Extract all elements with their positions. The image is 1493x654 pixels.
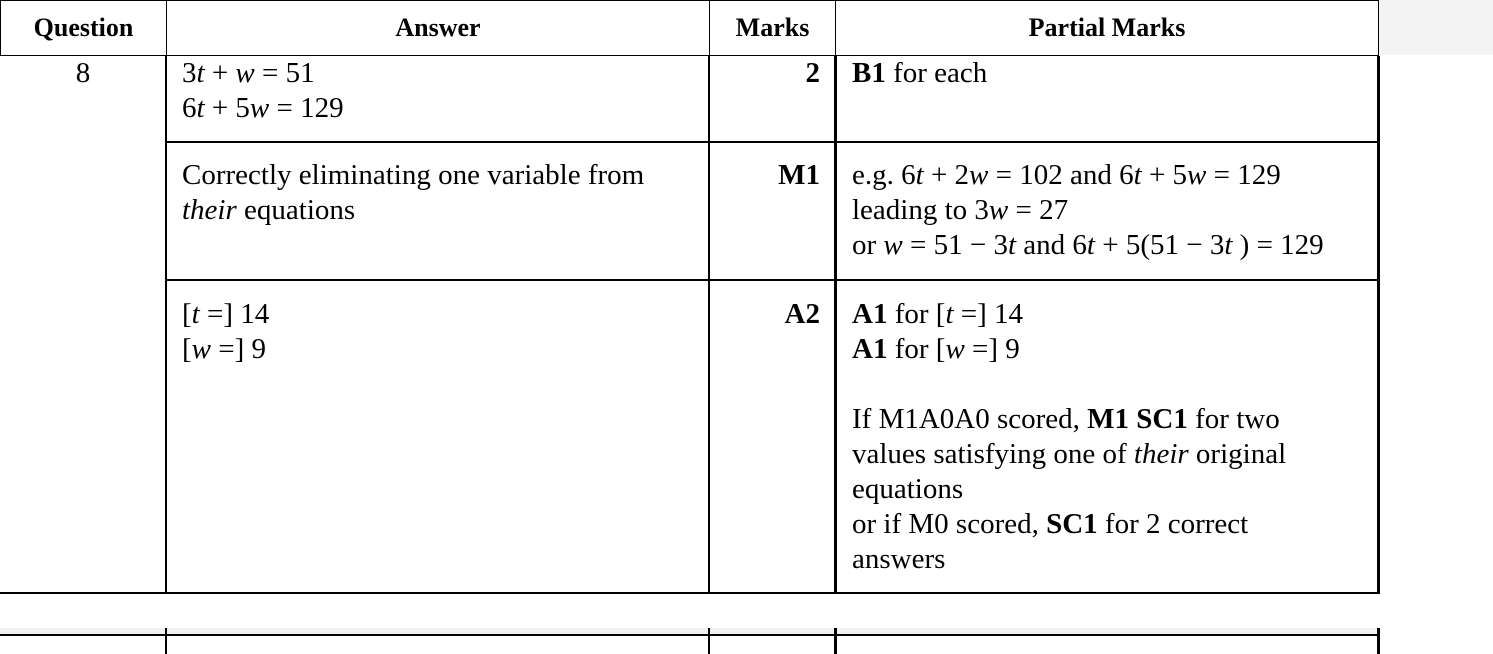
answer-w-value: [w =] 9 bbox=[182, 333, 267, 365]
table-bottom-border bbox=[0, 592, 1380, 594]
answer-t-value: [t =] 14 bbox=[182, 298, 270, 330]
row-2-partial-line-1: e.g. 6t + 2w = 102 and 6t + 5w = 129 bbox=[852, 159, 1281, 191]
row-1-partial-text: for each bbox=[885, 57, 988, 89]
row-1-partial-marks bbox=[852, 56, 987, 91]
row-3-partial-a1-t: A1 for [t =] 14 bbox=[852, 298, 1024, 330]
row-2-answer-line-1: Correctly eliminating one variable from bbox=[182, 159, 645, 191]
header-marks bbox=[709, 0, 836, 56]
header-answer-label: Answer bbox=[395, 13, 481, 42]
next-table-divider-question bbox=[165, 628, 167, 654]
row-3-partial-sc-line-2: values satisfying one of their original bbox=[852, 438, 1287, 470]
row-3-partial-sc-line-4: or if M0 scored, SC1 for 2 correct bbox=[852, 508, 1249, 540]
header-question bbox=[0, 0, 167, 56]
row-separator-2 bbox=[166, 279, 1379, 281]
next-table-divider-marks bbox=[834, 628, 837, 654]
column-divider-marks bbox=[834, 56, 837, 594]
answer-equation-1: 3t + w = 51 bbox=[182, 57, 315, 89]
header-marks-label: Marks bbox=[735, 13, 810, 42]
row-3-partial-sc-line-5: answers bbox=[852, 543, 946, 575]
row-2-answer-line-2: their equations bbox=[182, 194, 356, 226]
next-table-divider-answer bbox=[708, 628, 710, 654]
row-3-marks: A2 bbox=[784, 298, 820, 330]
page-margin-strip bbox=[1378, 0, 1493, 55]
row-1-answer bbox=[182, 56, 344, 126]
row-3-partial-sc-line-3: equations bbox=[852, 473, 964, 505]
row-3-partial-sc-line-1: If M1A0A0 scored, M1 SC1 for two bbox=[852, 403, 1280, 435]
column-divider-question bbox=[165, 56, 167, 594]
header-partial-marks bbox=[835, 0, 1379, 56]
row-3-answer bbox=[182, 297, 269, 367]
row-2-partial-marks bbox=[852, 158, 1324, 263]
row-3-partial-marks bbox=[852, 297, 1286, 577]
table-right-border bbox=[1377, 56, 1380, 594]
row-1-marks: 2 bbox=[805, 57, 820, 89]
answer-equation-2: 6t + 5w = 129 bbox=[182, 92, 344, 124]
row-2-partial-line-2: leading to 3w = 27 bbox=[852, 194, 1069, 226]
next-table-top-border bbox=[0, 634, 1380, 636]
row-1-partial-label: B1 bbox=[852, 57, 886, 89]
header-partial-marks-label: Partial Marks bbox=[1028, 13, 1186, 42]
question-number: 8 bbox=[75, 57, 91, 89]
next-table-right-border bbox=[1377, 628, 1380, 654]
row-2-marks: M1 bbox=[778, 159, 820, 191]
header-question-label: Question bbox=[33, 13, 134, 42]
header-answer bbox=[166, 0, 710, 56]
row-3-partial-a1-w: A1 for [w =] 9 bbox=[852, 333, 1020, 365]
row-separator-1 bbox=[166, 141, 1379, 143]
row-2-partial-line-3: or w = 51 − 3t and 6t + 5(51 − 3t ) = 129 bbox=[852, 229, 1324, 261]
row-2-answer bbox=[182, 158, 644, 228]
column-divider-answer bbox=[708, 56, 710, 594]
